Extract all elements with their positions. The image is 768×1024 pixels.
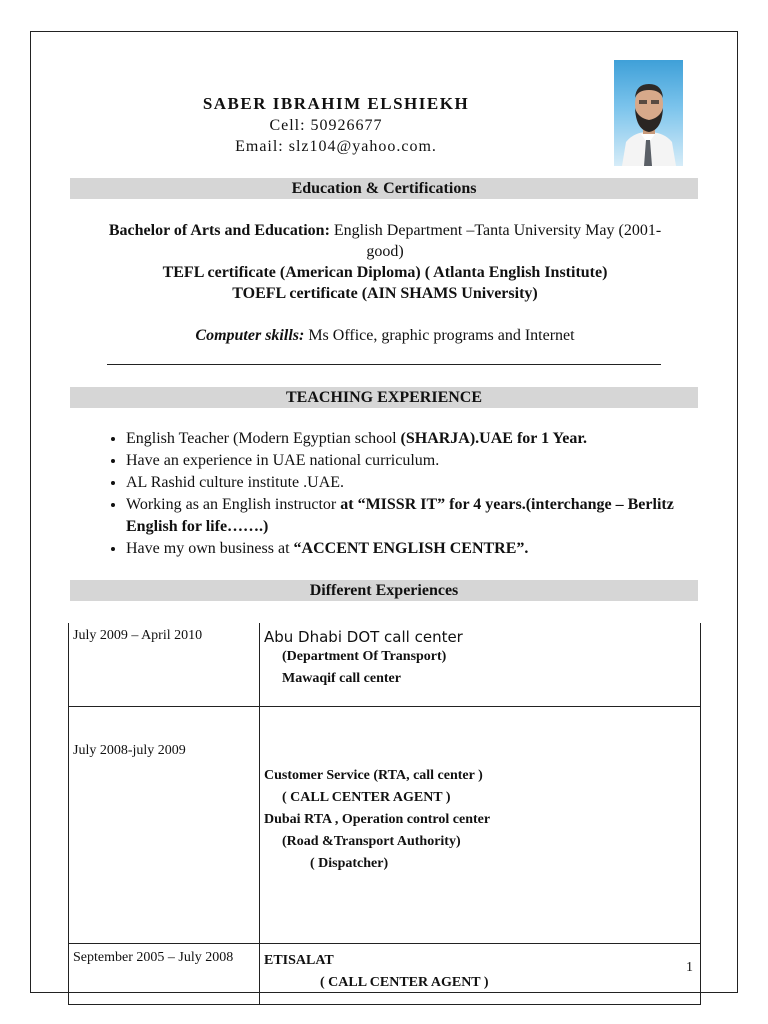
table-row — [69, 707, 701, 944]
experience-date: September 2005 – July 2008 — [69, 944, 260, 1005]
degree-text: English Department –Tanta University May (2001- — [329, 222, 662, 239]
table-row — [69, 623, 701, 707]
cell-number: Cell: 50926677 — [269, 117, 383, 134]
portrait-image — [614, 60, 683, 166]
education-heading: Education & Certifications — [70, 178, 698, 199]
computer-skills — [75, 325, 695, 346]
divider-line — [107, 364, 661, 365]
experience-description: ETISALAT ( CALL CENTER AGENT ) — [260, 944, 701, 1005]
toefl-certificate: TOEFL certificate (AIN SHAMS University) — [232, 285, 538, 302]
list-item: • Have an experience in UAE national curriculum. — [126, 450, 726, 472]
experiences-heading: Different Experiences — [70, 580, 698, 601]
computer-skills-label: Computer skills: — [195, 327, 305, 344]
table-row — [69, 944, 701, 1005]
degree-line — [75, 220, 695, 241]
teaching-list — [80, 428, 726, 560]
email-address: Email: slz104@yahoo.com. — [235, 138, 437, 155]
experience-title: Abu Dhabi DOT call center — [264, 628, 463, 646]
teaching-heading: TEACHING EXPERIENCE — [70, 387, 698, 408]
experience-date: July 2008-july 2009 — [69, 707, 260, 944]
page-number: 1 — [686, 960, 693, 975]
degree-line-2: good) — [366, 243, 404, 260]
experience-table — [68, 623, 701, 1005]
computer-skills-text: Ms Office, graphic programs and Internet — [304, 327, 575, 344]
experience-date: July 2009 – April 2010 — [69, 623, 260, 707]
profile-photo — [614, 60, 683, 166]
degree-label: Bachelor of Arts and Education: — [108, 222, 330, 239]
list-item: • AL Rashid culture institute .UAE. — [126, 472, 726, 494]
list-item: • Working as an English instructor at “MISSR IT” for 4 years.(interchange – Berlitz English for life…….) — [126, 494, 726, 538]
candidate-name: SABER IBRAHIM ELSHIEKH — [202, 94, 470, 113]
experience-description: Customer Service (RTA, call center ) ( CALL CENTER AGENT ) Dubai RTA , Operation control center (Road &Transport Authority) ( Dispatcher) — [260, 707, 701, 944]
list-item: • Have my own business at “ACCENT ENGLISH CENTRE”. — [126, 538, 726, 560]
list-item: • English Teacher (Modern Egyptian school (SHARJA).UAE for 1 Year. — [126, 428, 726, 450]
experience-description: Abu Dhabi DOT call center (Department Of Transport) Mawaqif call center — [260, 623, 701, 707]
tefl-certificate: TEFL certificate (American Diploma) ( Atlanta English Institute) — [162, 264, 608, 281]
